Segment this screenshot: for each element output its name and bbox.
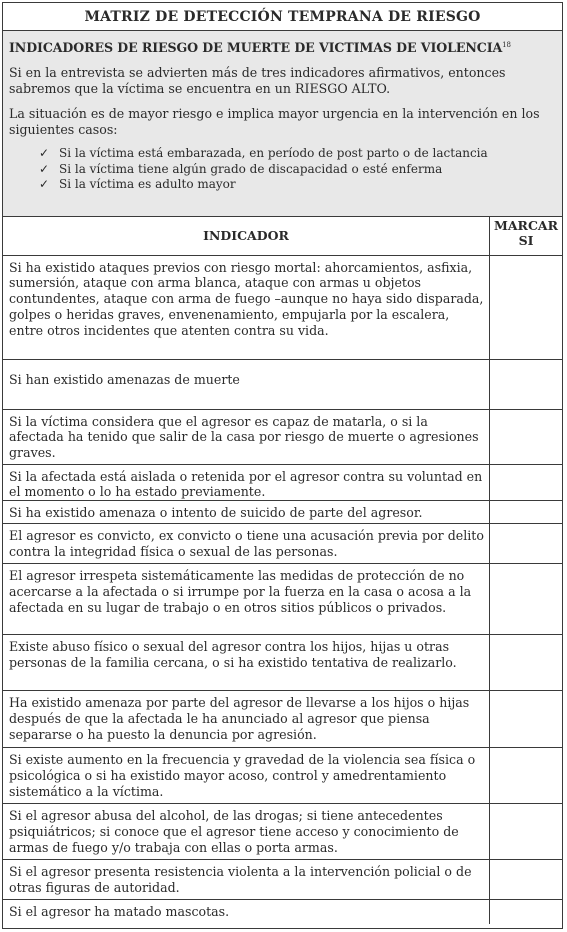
indicator-cell: Si ha existido amenaza o intento de suicido de parte del agresor.: [3, 501, 490, 524]
document-title: MATRIZ DE DETECCIÓN TEMPRANA DE RIESGO: [3, 3, 562, 31]
mark-cell[interactable]: [490, 464, 563, 501]
table-row: [3, 464, 562, 501]
intro-paragraph-1: Si en la entrevista se advierten más de tres indicadores afirmativos, entonces sabremos que la víctima se encuentra en un RIESGO ALTO.: [9, 65, 506, 97]
mark-cell[interactable]: [490, 255, 563, 359]
mark-cell[interactable]: [490, 564, 563, 635]
indicator-cell: Si ha existido ataques previos con riesgo mortal: ahorcamientos, asfixia, sumersión, ataque con arma blanca, ataque con armas u objetos contundentes, ataque con arma de fuego –aunque no haya sido disparada, golpes o heridas graves, envenenamiento, empujarla por la escalera, entre otros incidentes que atenten contra su vida.: [3, 255, 490, 359]
check-icon: ✓: [39, 161, 50, 176]
risk-matrix-document: [2, 2, 563, 929]
table-row: [3, 524, 562, 564]
table-row: [3, 255, 562, 359]
indicator-cell: Si el agresor ha matado mascotas.: [3, 900, 490, 924]
table-row: [3, 359, 562, 409]
table-row: [3, 900, 562, 924]
table-row: [3, 748, 562, 804]
indicator-cell: Si existe aumento en la frecuencia y gravedad de la violencia sea física o psicológica o si ha existido mayor acoso, control y amedrentamiento sistemático a la víctima.: [3, 748, 490, 804]
list-item: [39, 162, 556, 178]
indicator-cell: Ha existido amenaza por parte del agresor de llevarse a los hijos o hijas después de que la afectada le ha anunciado al agresor que piensa separarse o ha puesto la denuncia por agresión.: [3, 691, 490, 748]
indicator-cell: Si el agresor presenta resistencia violenta a la intervención policial o de otras figuras de autoridad.: [3, 860, 490, 900]
indicator-cell: El agresor irrespeta sistemáticamente las medidas de protección de no acercarse a la afectada o si irrumpe por la fuerza en la casa o acosa a la afectada en su lugar de trabajo o en otros sitios públicos o privados.: [3, 564, 490, 635]
indicator-cell: El agresor es convicto, ex convicto o tiene una acusación previa por delito contra la integridad física o sexual de las personas.: [3, 524, 490, 564]
table-row: [3, 860, 562, 900]
column-header-mark-line2: SI: [518, 233, 534, 248]
mark-cell[interactable]: [490, 900, 563, 924]
mark-cell[interactable]: [490, 691, 563, 748]
column-header-indicator: INDICADOR: [3, 217, 490, 255]
mark-cell[interactable]: [490, 860, 563, 900]
section-heading-text: INDICADORES DE RIESGO DE MUERTE DE VICTIMAS DE VIOLENCIA: [9, 40, 503, 56]
list-item: [39, 177, 556, 193]
check-icon: ✓: [39, 177, 50, 192]
indicator-cell: Si el agresor abusa del alcohol, de las drogas; si tiene antecedentes psiquiátricos; si conoce que el agresor tiene acceso y conocimiento de armas de fuego y/o trabaja con ellas o porta armas.: [3, 804, 490, 860]
mark-cell[interactable]: [490, 524, 563, 564]
list-item-text: Si la víctima está embarazada, en período de post parto o de lactancia: [59, 146, 488, 161]
mark-cell[interactable]: [490, 501, 563, 524]
check-icon: ✓: [39, 146, 50, 161]
intro-section: [3, 31, 562, 217]
indicator-cell: Existe abuso físico o sexual del agresor contra los hijos, hijas u otras personas de la familia cercana, o si ha existido tentativa de realizarlo.: [3, 635, 490, 691]
indicator-cell: Si la afectada está aislada o retenida por el agresor contra su voluntad en el momento o lo ha estado previamente.: [3, 464, 490, 501]
list-item: [39, 146, 556, 162]
column-header-mark-line1: MARCAR: [494, 218, 558, 233]
table-row: [3, 691, 562, 748]
table-row: [3, 804, 562, 860]
table-row: [3, 635, 562, 691]
mark-cell[interactable]: [490, 359, 563, 409]
column-header-mark: [490, 217, 563, 255]
section-heading: [9, 37, 556, 56]
indicator-cell: Si la víctima considera que el agresor es capaz de matarla, o si la afectada ha tenido que salir de la casa por riesgo de muerte o agresiones graves.: [3, 409, 490, 464]
intro-paragraph-2: La situación es de mayor riesgo e implica mayor urgencia en la intervención en los siguientes casos:: [9, 106, 540, 138]
risk-cases-list: [9, 146, 556, 193]
indicator-table: [3, 217, 562, 924]
list-item-text: Si la víctima tiene algún grado de discapacidad o esté enferma: [59, 161, 443, 176]
table-row: [3, 409, 562, 464]
mark-cell[interactable]: [490, 748, 563, 804]
mark-cell[interactable]: [490, 635, 563, 691]
footnote-ref: 18: [502, 41, 511, 49]
indicator-cell: Si han existido amenazas de muerte: [3, 359, 490, 409]
table-header-row: [3, 217, 562, 255]
table-row: [3, 564, 562, 635]
mark-cell[interactable]: [490, 804, 563, 860]
list-item-text: Si la víctima es adulto mayor: [59, 177, 236, 192]
mark-cell[interactable]: [490, 409, 563, 464]
table-row: [3, 501, 562, 524]
